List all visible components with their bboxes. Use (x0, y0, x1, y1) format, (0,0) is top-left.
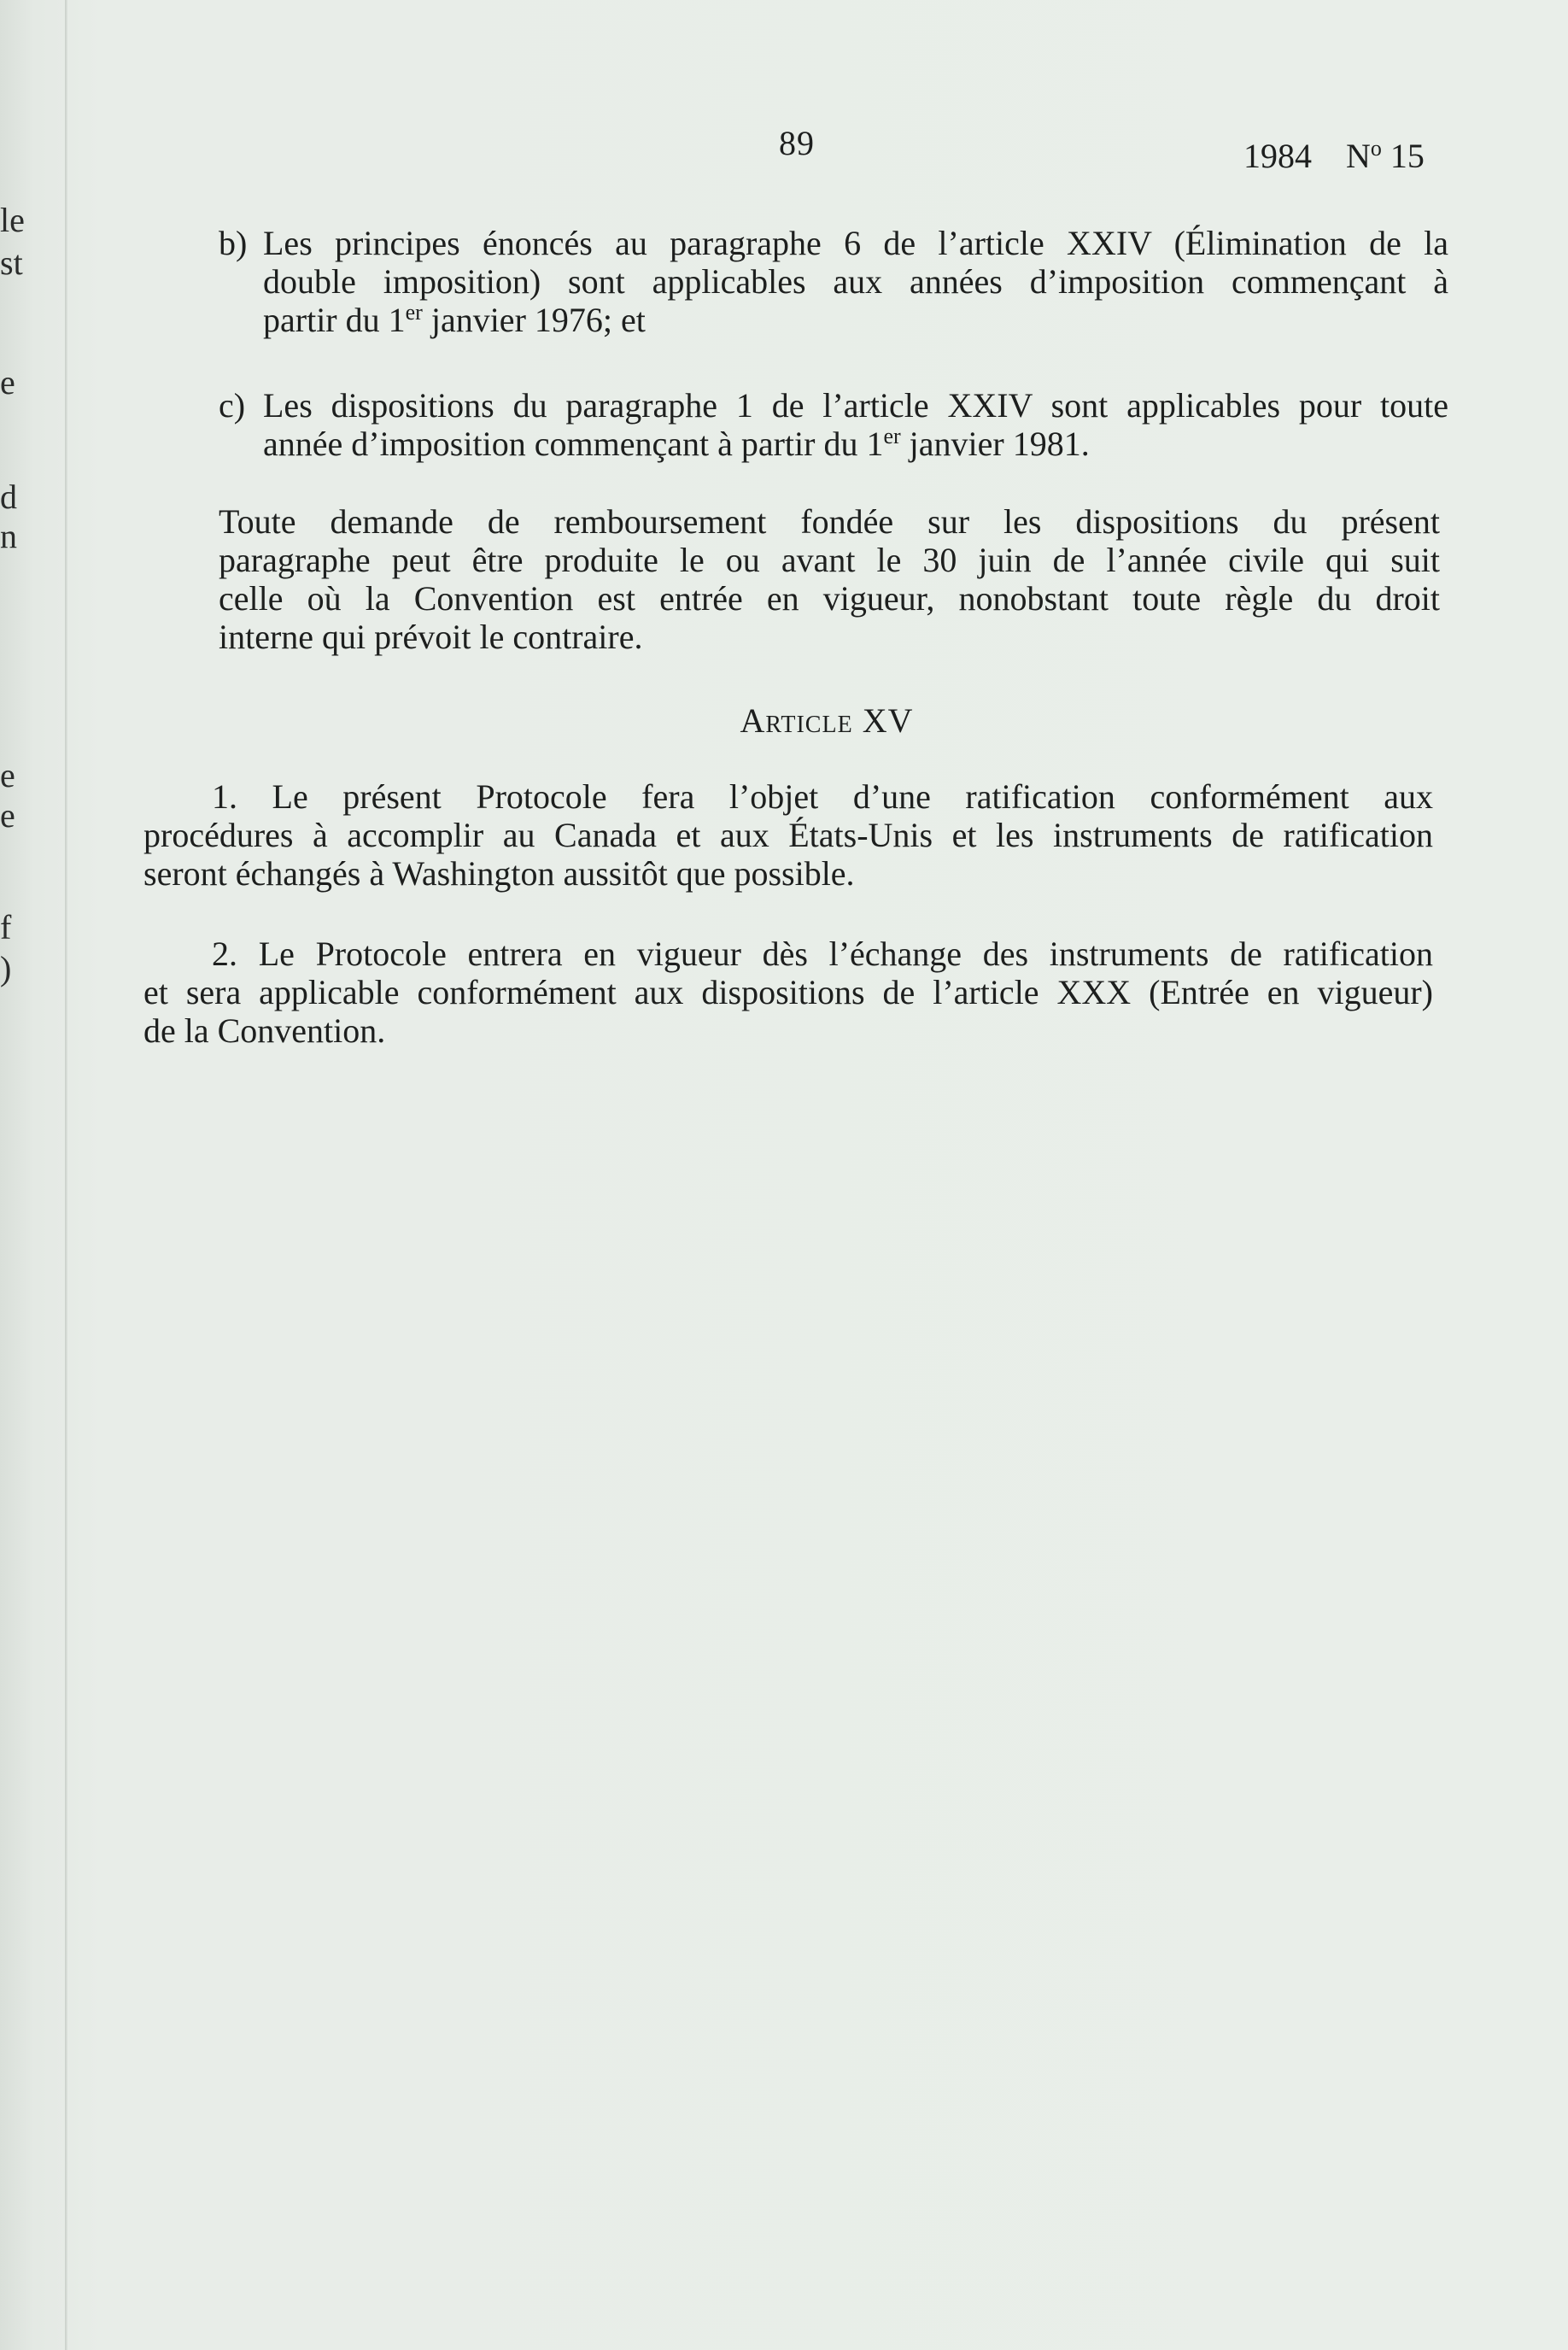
edge-fragment: n (0, 517, 17, 555)
list-item-c (219, 386, 1448, 463)
claim-paragraph (219, 502, 1440, 656)
edge-fragment: ) (0, 949, 12, 987)
edge-fragment: le (0, 201, 25, 239)
binding-gutter (65, 0, 67, 2350)
superscript: er (883, 424, 901, 448)
text-run: janvier 1981. (900, 425, 1090, 463)
edge-fragment: d (0, 478, 17, 516)
article-numeral: XV (862, 701, 914, 740)
edge-fragment: st (0, 243, 23, 282)
text-line: Toute demande de remboursement fondée sur les dispositions du présent (219, 502, 1440, 541)
text-line (263, 425, 1448, 463)
text-line: de la Convention. (143, 1011, 386, 1050)
list-marker: c) (219, 386, 246, 425)
list-item-text (263, 386, 1448, 463)
article-paragraph-1 (143, 777, 1433, 893)
page-number: 89 (779, 124, 815, 162)
text-run: année d’imposition commençant à partir du 1 (263, 425, 884, 463)
text-line: et sera applicable conformément aux dispositions de l’article XXX (Entrée en vigueur) (143, 973, 1433, 1011)
number-prefix: N (1346, 137, 1371, 175)
text-line: 1. Le présent Protocole fera l’objet d’une ratification conformément aux (212, 777, 1433, 816)
text-line (263, 301, 1448, 339)
text-line: interne qui prévoit le contraire. (219, 618, 643, 656)
text-run: janvier 1976; et (422, 301, 646, 339)
article-heading (0, 700, 1568, 741)
document-year: 1984 (1243, 137, 1312, 175)
document-reference (1243, 128, 1425, 177)
edge-fragment: e (0, 796, 15, 835)
list-item-b (219, 224, 1448, 339)
text-line: celle où la Convention est entrée en vigueur, nonobstant toute règle du droit (219, 579, 1440, 618)
article-paragraph-2 (143, 935, 1433, 1050)
text-run: partir du 1 (263, 301, 406, 339)
edge-fragment: e (0, 363, 15, 401)
text-line: seront échangés à Washington aussitôt que possible. (143, 854, 855, 893)
edge-fragment: e (0, 756, 15, 794)
document-number: 15 (1390, 137, 1425, 175)
list-marker: b) (219, 224, 248, 262)
edge-fragment: f (0, 908, 12, 946)
list-item-text (263, 224, 1448, 339)
number-prefix-sup: o (1370, 136, 1382, 161)
superscript: er (405, 300, 423, 325)
text-line: double imposition) sont applicables aux années d’imposition commençant à (263, 262, 1448, 301)
text-line: Les principes énoncés au paragraphe 6 de l’article XXIV (Élimination de la (263, 224, 1448, 262)
text-line: procédures à accomplir au Canada et aux États-Unis et les instruments de ratification (143, 816, 1433, 854)
article-word: Article (740, 701, 853, 740)
text-line: paragraphe peut être produite le ou avant le 30 juin de l’année civile qui suit (219, 541, 1440, 579)
text-line: 2. Le Protocole entrera en vigueur dès l’échange des instruments de ratification (212, 935, 1433, 973)
text-line: Les dispositions du paragraphe 1 de l’article XXIV sont applicables pour toute (263, 386, 1448, 425)
